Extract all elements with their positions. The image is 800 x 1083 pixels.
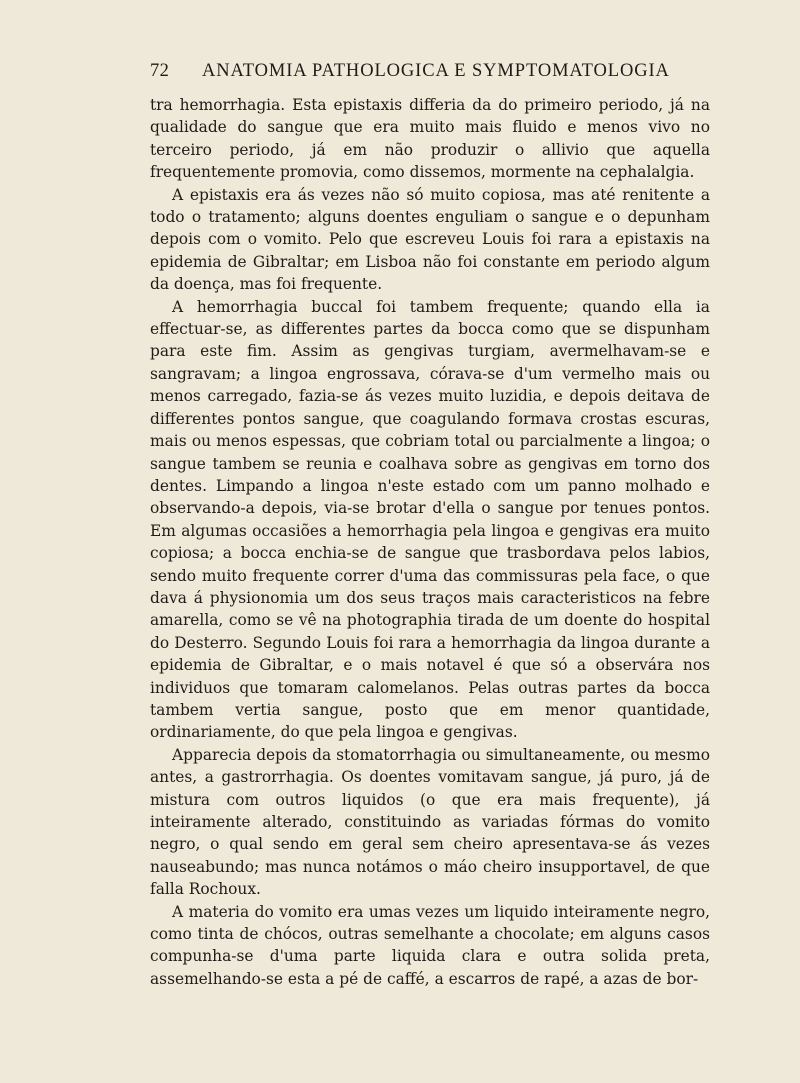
running-header: [150, 60, 710, 88]
paragraph-vomit-matter: A materia do vomito era umas vezes um liquido inteiramente negro, como tinta de chócos, outras semelhante a chocolate; em alguns casos compunha-se d'uma parte liquida clara e outra solida preta, assemelhando-se esta a pé de caffé, a escarros de rapé, a azas de bor-: [150, 902, 710, 988]
book-page: [150, 60, 710, 990]
paragraph-gastrorrhagia: Apparecia depois da stomatorrhagia ou simultaneamente, ou mesmo antes, a gastrorrhagia. Os doentes vomitavam sangue, já puro, já de mistura com outros liquidos (o que era mais frequente), já inteiramente alterado, constituindo as variadas fórmas do vomito negro, o qual sendo em geral sem cheiro apresentava-se ás vezes nauseabundo; mas nunca notámos o máo cheiro insupportavel, de que falla Rochoux.: [150, 745, 710, 899]
body-text: [150, 94, 710, 990]
paragraph-epistaxis: A epistaxis era ás vezes não só muito copiosa, mas até renitente a todo o tratamento; alguns doentes enguliam o sangue e o depunham depois com o vomito. Pelo que escreveu Louis foi rara a epistaxis na epidemia de Gibraltar; em Lisboa não foi constante em periodo algum da doença, mas foi frequente.: [150, 185, 710, 294]
running-title: ANATOMIA PATHOLOGICA E SYMPTOMATOLOGIA: [202, 61, 670, 81]
paragraph-continuation: tra hemorrhagia. Esta epistaxis differia da do primeiro periodo, já na qualidade do sangue que era muito mais fluido e menos vivo no terceiro periodo, já em não produzir o allivio que aquella frequentemente promovia, como dissemos, mormente na cephalalgia.: [150, 96, 710, 182]
page-number: 72: [150, 61, 170, 81]
paragraph-buccal-hemorrhage: A hemorrhagia buccal foi tambem frequente; quando ella ia effectuar-se, as differentes partes da bocca como que se dispunham para este fim. Assim as gengivas turgiam, avermelhavam-se e sangravam; a lingoa engrossava, córava-se d'um vermelho mais ou menos carregado, fazia-se ás vezes muito luzidia, e depois deitava de differentes pontos sangue, que coagulando formava crostas escuras, mais ou menos espessas, que cobriam total ou parcialmente a lingoa; o sangue tambem se reunia e coalhava sobre as gengivas em torno dos dentes. Limpando a lingoa n'este estado com um panno molhado e observando-a depois, via-se brotar d'ella o sangue por tenues pontos. Em algumas occasiões a hemorrhagia pela lingoa e gengivas era muito copiosa; a bocca enchia-se de sangue que trasbordava pelos labios, sendo muito frequente correr d'uma das commissuras pela face, o que dava á physionomia um dos seus traços mais caracteristicos na febre amarella, como se vê na photographia tirada de um doente do hospital do Desterro. Segundo Louis foi rara a hemorrhagia da lingoa durante a epidemia de Gibraltar, e o mais notavel é que só a observára nos individuos que tomaram calomelanos. Pelas outras partes da bocca tambem vertia sangue, posto que em menor quantidade, ordinariamente, do que pela lingoa e gengivas.: [150, 297, 710, 742]
